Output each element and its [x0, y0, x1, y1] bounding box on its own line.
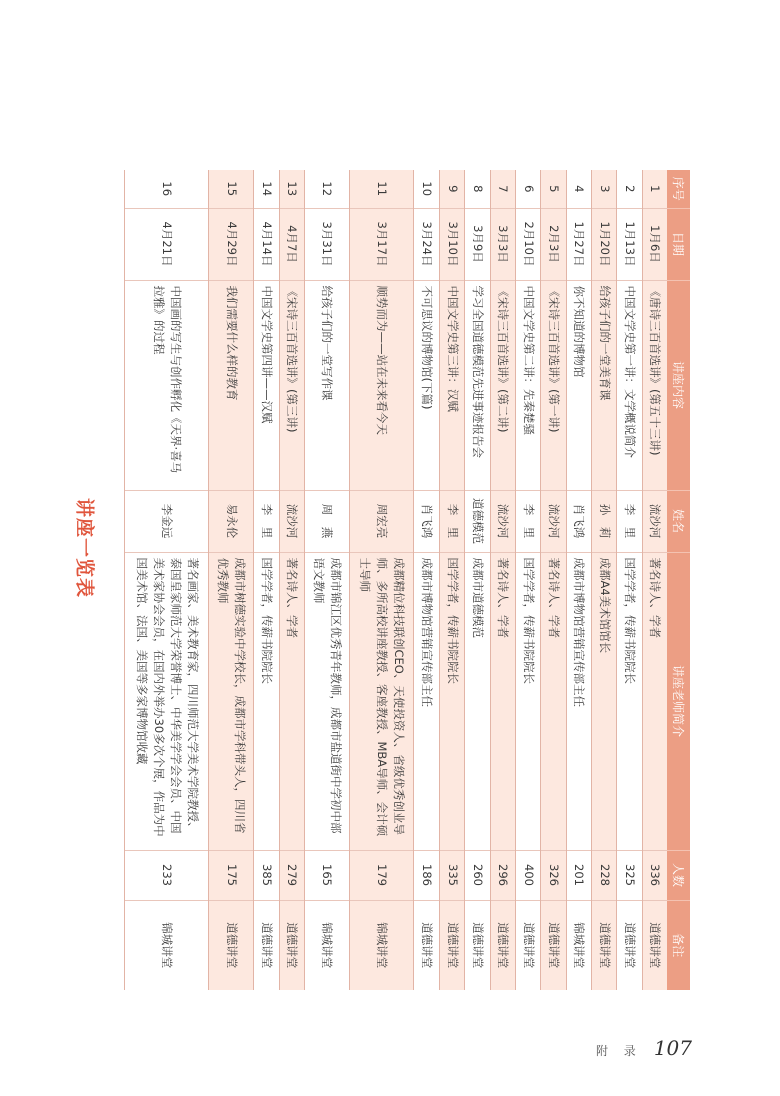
table-row — [566, 170, 591, 990]
cell-date: 4月29日 — [209, 208, 254, 280]
cell-no: 14 — [254, 170, 279, 208]
cell-count: 260 — [465, 850, 490, 900]
lecture-table-wrapper — [124, 170, 690, 990]
cell-date: 3月9日 — [465, 208, 490, 280]
cell-count: 175 — [209, 850, 254, 900]
cell-content: 顺势而为——站在未来看今天 — [349, 280, 414, 490]
cell-bio: 成都市博物馆营销宣传部主任 — [414, 552, 439, 850]
table-header-row — [667, 170, 690, 990]
cell-note: 道德讲堂 — [592, 900, 617, 990]
cell-note: 锦城讲堂 — [349, 900, 414, 990]
header-date: 日期 — [667, 208, 690, 280]
cell-note: 道德讲堂 — [209, 900, 254, 990]
cell-name: 流沙河 — [279, 490, 304, 552]
cell-no: 3 — [592, 170, 617, 208]
cell-name: 流沙河 — [642, 490, 667, 552]
cell-content: 中国文学史第四讲——汉赋 — [254, 280, 279, 490]
cell-bio: 著名诗人、学者 — [541, 552, 566, 850]
cell-name: 周 燕 — [304, 490, 349, 552]
cell-bio: 成都市树德实验中学校长，成都市学科带头人，四川省优秀教师 — [209, 552, 254, 850]
cell-date: 1月27日 — [566, 208, 591, 280]
cell-name: 周宏亮 — [349, 490, 414, 552]
header-content: 讲座内容 — [667, 280, 690, 490]
cell-name: 孙 莉 — [592, 490, 617, 552]
table-body — [125, 170, 668, 990]
cell-no: 10 — [414, 170, 439, 208]
cell-content: 《唐诗三百首选讲》(第五十三讲) — [642, 280, 667, 490]
table-row — [304, 170, 349, 990]
cell-name: 肖飞鸿 — [414, 490, 439, 552]
cell-content: 中国文学史第三讲：汉赋 — [439, 280, 464, 490]
cell-content: 给孩子们的一堂写作课 — [304, 280, 349, 490]
cell-date: 4月21日 — [125, 208, 209, 280]
cell-note: 道德讲堂 — [465, 900, 490, 990]
cell-bio: 著名画家、美术教育家，四川师范大学美术学院教授、泰国皇家师范大学荣誉博士、中华美学学会会员、中国美术家协会会员，在国内外举办30多次个展，作品为中国美术馆、法国、美国等多家博物馆收藏 — [125, 552, 209, 850]
cell-name: 李 里 — [439, 490, 464, 552]
cell-note: 道德讲堂 — [642, 900, 667, 990]
cell-date: 3月3日 — [490, 208, 515, 280]
cell-bio: 著名诗人、学者 — [490, 552, 515, 850]
cell-name: 李 里 — [254, 490, 279, 552]
page-title: 讲座一览表 — [73, 497, 96, 599]
cell-bio: 成都市道德模范 — [465, 552, 490, 850]
cell-date: 3月24日 — [414, 208, 439, 280]
cell-note: 锦城讲堂 — [304, 900, 349, 990]
cell-date: 3月17日 — [349, 208, 414, 280]
lecture-table — [124, 170, 690, 990]
cell-count: 400 — [515, 850, 540, 900]
footer-label: 附 录 — [595, 1044, 642, 1058]
table-row — [414, 170, 439, 990]
cell-no: 15 — [209, 170, 254, 208]
cell-count: 201 — [566, 850, 591, 900]
cell-bio: 著名诗人、学者 — [279, 552, 304, 850]
cell-note: 道德讲堂 — [617, 900, 642, 990]
cell-date: 2月10日 — [515, 208, 540, 280]
cell-note: 道德讲堂 — [254, 900, 279, 990]
table-row — [642, 170, 667, 990]
cell-count: 279 — [279, 850, 304, 900]
cell-name: 李 里 — [617, 490, 642, 552]
cell-name: 易永伦 — [209, 490, 254, 552]
cell-count: 336 — [642, 850, 667, 900]
cell-date: 3月10日 — [439, 208, 464, 280]
table-row — [254, 170, 279, 990]
cell-date: 3月31日 — [304, 208, 349, 280]
cell-no: 12 — [304, 170, 349, 208]
cell-content: 中国画的写生与创作孵化《天界·喜马拉雅》的过程 — [125, 280, 209, 490]
cell-bio: 著名诗人、学者 — [642, 552, 667, 850]
page-footer — [596, 1036, 692, 1060]
cell-bio: 国学学者，传薪书院院长 — [254, 552, 279, 850]
header-count: 人数 — [667, 850, 690, 900]
cell-bio: 成都A4美术馆馆长 — [592, 552, 617, 850]
cell-content: 《宋诗三百首选讲》(第三讲) — [279, 280, 304, 490]
cell-content: 《宋诗三百首选讲》(第一讲) — [541, 280, 566, 490]
header-name: 姓名 — [667, 490, 690, 552]
cell-note: 道德讲堂 — [515, 900, 540, 990]
cell-no: 9 — [439, 170, 464, 208]
cell-no: 7 — [490, 170, 515, 208]
cell-count: 325 — [617, 850, 642, 900]
cell-note: 道德讲堂 — [541, 900, 566, 990]
cell-name: 李金远 — [125, 490, 209, 552]
cell-count: 296 — [490, 850, 515, 900]
table-row — [541, 170, 566, 990]
cell-note: 锦城讲堂 — [125, 900, 209, 990]
cell-count: 326 — [541, 850, 566, 900]
cell-no: 13 — [279, 170, 304, 208]
cell-content: 中国文学史第二讲：先秦楚骚 — [515, 280, 540, 490]
cell-date: 1月13日 — [617, 208, 642, 280]
cell-content: 学习全国道德模范先进事迹报告会 — [465, 280, 490, 490]
cell-count: 385 — [254, 850, 279, 900]
header-no: 序号 — [667, 170, 690, 208]
cell-no: 11 — [349, 170, 414, 208]
cell-bio: 国学学者，传薪书院院长 — [617, 552, 642, 850]
cell-name: 流沙河 — [541, 490, 566, 552]
cell-date: 4月7日 — [279, 208, 304, 280]
table-row — [592, 170, 617, 990]
cell-no: 8 — [465, 170, 490, 208]
table-row — [279, 170, 304, 990]
cell-count: 228 — [592, 850, 617, 900]
cell-content: 你不知道的博物馆 — [566, 280, 591, 490]
table-row — [465, 170, 490, 990]
cell-content: 不可思议的博物馆(下篇) — [414, 280, 439, 490]
header-bio: 讲座老师简介 — [667, 552, 690, 850]
cell-content: 《宋诗三百首选讲》(第二讲) — [490, 280, 515, 490]
cell-date: 1月6日 — [642, 208, 667, 280]
table-row — [125, 170, 209, 990]
cell-no: 6 — [515, 170, 540, 208]
cell-count: 335 — [439, 850, 464, 900]
cell-note: 道德讲堂 — [490, 900, 515, 990]
cell-bio: 成都市博物馆营销宣传部主任 — [566, 552, 591, 850]
table-row — [490, 170, 515, 990]
cell-bio: 国学学者，传薪书院院长 — [439, 552, 464, 850]
cell-count: 233 — [125, 850, 209, 900]
table-row — [617, 170, 642, 990]
table-row — [515, 170, 540, 990]
header-note: 备注 — [667, 900, 690, 990]
cell-bio: 成都精位科技联创CEO、天使投资人、省级优秀创业导师、多所高校讲座教授、客座教授、MBA导师、会计硕士导师 — [349, 552, 414, 850]
cell-date: 4月14日 — [254, 208, 279, 280]
cell-no: 5 — [541, 170, 566, 208]
cell-date: 1月20日 — [592, 208, 617, 280]
cell-bio: 国学学者，传薪书院院长 — [515, 552, 540, 850]
table-row — [349, 170, 414, 990]
cell-note: 道德讲堂 — [439, 900, 464, 990]
cell-count: 186 — [414, 850, 439, 900]
cell-no: 4 — [566, 170, 591, 208]
cell-content: 中国文学史第一讲：文学概说简介 — [617, 280, 642, 490]
cell-name: 流沙河 — [490, 490, 515, 552]
table-row — [439, 170, 464, 990]
table-row — [209, 170, 254, 990]
cell-note: 道德讲堂 — [279, 900, 304, 990]
page-number: 107 — [653, 1036, 692, 1060]
cell-no: 1 — [642, 170, 667, 208]
cell-no: 16 — [125, 170, 209, 208]
cell-bio: 成都市锦江区优秀青年教师，成都市盐道街中学初中部语文教师 — [304, 552, 349, 850]
cell-note: 锦城讲堂 — [566, 900, 591, 990]
cell-content: 我们需要什么样的教育 — [209, 280, 254, 490]
cell-count: 165 — [304, 850, 349, 900]
cell-content: 给孩子们的一堂美育课 — [592, 280, 617, 490]
cell-name: 李 里 — [515, 490, 540, 552]
cell-name: 肖飞鸿 — [566, 490, 591, 552]
cell-no: 2 — [617, 170, 642, 208]
cell-name: 道德模范 — [465, 490, 490, 552]
cell-note: 道德讲堂 — [414, 900, 439, 990]
cell-count: 179 — [349, 850, 414, 900]
cell-date: 2月3日 — [541, 208, 566, 280]
